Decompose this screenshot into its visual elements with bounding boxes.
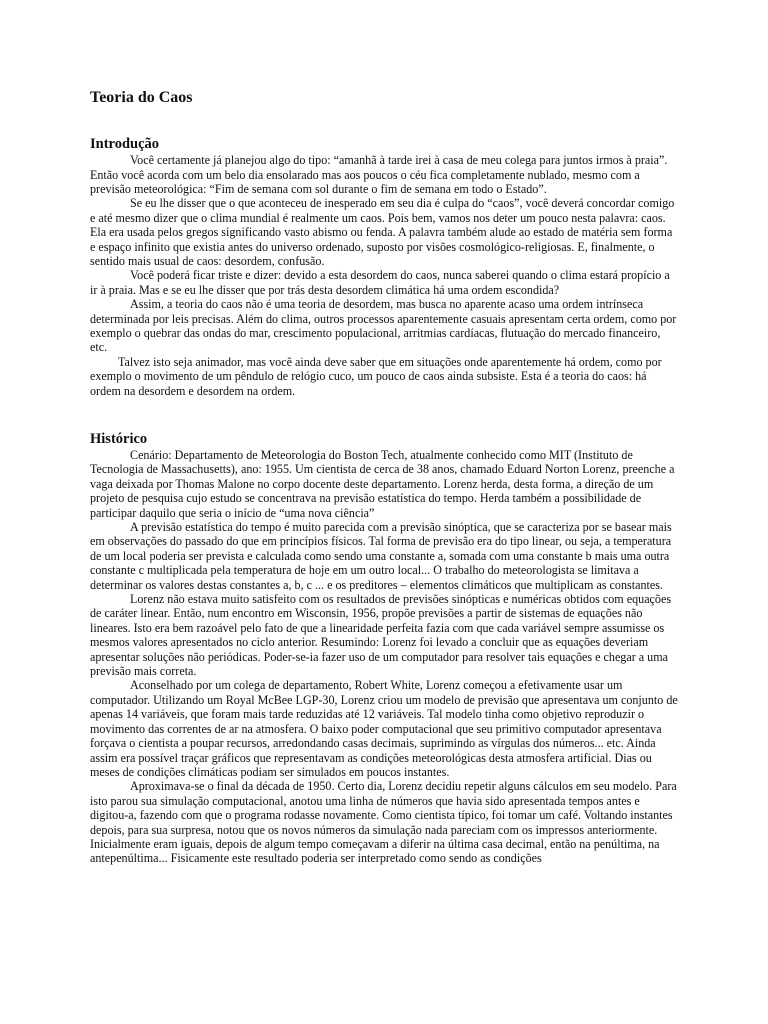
introduction-section (90, 137, 678, 398)
history-heading: Histórico (90, 431, 148, 448)
history-paragraph-3: Lorenz não estava muito satisfeito com os resultados de previsões sinópticas e numéricas obtidos com equações de caráter linear. Então, num encontro em Wisconsin, 1956, propõe previsões a partir de sistemas de equações não lineares. Isto era bem razoável pelo fato de que a linearidade perfeita fazia com que cada variável sempre assumisse os mesmos valores apresentados no ciclo anterior. Resumindo: Lorenz foi levado a concluir que as equações deveriam apresentar soluções não periódicas. Poder-se-ia fazer uso de um computador para resolver tais equações e chegar a uma previsão mais correta. (90, 592, 672, 679)
history-paragraph-4: Aconselhado por um colega de departamento, Robert White, Lorenz começou a efetivamente usar um computador. Utilizando um Royal McBee LGP-30, Lorenz criou um modelo de previsão que apresentava um conjunto de apenas 14 variáveis, que foram mais tarde reduzidas até 12 variáveis. Tal modelo tinha como objetivo reproduzir o movimento das correntes de ar na atmosfera. O baixo poder computacional que seu primitivo computador apresentava forçava o cientista a poupar recursos, arredondando casas decimais, suprimindo as vírgulas dos números... etc. Ainda assim era possível traçar gráficos que representavam as condições meteorológicas desta atmosfera artificial. Dias ou meses de condições climáticas podiam ser simulados em poucos instantes. (90, 678, 678, 779)
introduction-paragraph-2: Se eu lhe disser que o que aconteceu de inesperado em seu dia é culpa do “caos”, você deverá concordar comigo e até mesmo dizer que o clima mundial é realmente um caos. Pois bem, vamos nos deter um pouco nesta palavra: caos. Ela era usada pelos gregos significando vasto abismo ou fenda. A palavra também alude ao estado de matéria sem forma e espaço infinito que existia antes do universo ordenado, suposto por visões cosmológico-religiosas. E, finalmente, o sentido mais usual de caos: desordem, confusão. (90, 196, 675, 268)
history-paragraph-2: A previsão estatística do tempo é muito parecida com a previsão sinóptica, que se caracteriza por se basear mais em observações do passado do que em princípios físicos. Tal forma de previsão era do tipo linear, ou seja, a temperatura de um local poderia ser prevista e calculada como sendo uma constante a, somada com uma constante b mais uma outra constante c multiplicada pela temperatura de hoje em um outro local... O trabalho do meteorologista se limitava a determinar os valores destas constantes a, b, c ... e os preditores – elementos climáticos que multiplicam as constantes. (90, 520, 672, 592)
history-paragraph-5: Aproximava-se o final da década de 1950. Certo dia, Lorenz decidiu repetir alguns cálculos em seu modelo. Para isto parou sua simulação computacional, anotou uma linha de números que havia sido apresentada tempos antes e digitou-a, fazendo com que o programa rodasse novamente. Como cientista típico, foi tomar um café. Voltando instantes depois, para sua surpresa, notou que os novos números da simulação nada pareciam com os impressos anteriormente. Inicialmente eram iguais, depois de algum tempo começavam a diferir na última casa decimal, então na penúltima, na antepenúltima... Fisicamente este resultado poderia ser interpretado como sendo as condições (90, 779, 677, 866)
history-section (90, 432, 678, 866)
document-title: Teoria do Caos (90, 89, 193, 106)
history-paragraph-1: Cenário: Departamento de Meteorologia do Boston Tech, atualmente conhecido como MIT (Instituto de Tecnologia de Massachusetts), ano: 1955. Um cientista de cerca de 38 anos, chamado Eduard Norton Lorenz, preenche a vaga deixada por Thomas Malone no corpo docente deste departamento. Lorenz herda, desta forma, a direção de um projeto de pesquisa cujo estudo se concentrava na previsão estatística do tempo. Herda também a possibilidade de participar daquilo que seria o início de “uma nova ciência” (90, 447, 675, 520)
introduction-paragraph-3: Você poderá ficar triste e dizer: devido a esta desordem do caos, nunca saberei quando o clima estará propício a ir à praia. Mas e se eu lhe disser que por trás desta desordem climática há uma ordem escondida? (90, 268, 670, 297)
introduction-paragraph-1: Você certamente já planejou algo do tipo: “amanhã à tarde irei à casa de meu colega para juntos irmos à praia”. Então você acorda com um belo dia ensolarado mas aos poucos o céu fica completamente nublado, mesmo com a previsão meteorológica: “Fim de semana com sol durante o fim de semana em todo o Estado”. (90, 153, 668, 196)
introduction-heading: Introdução (90, 136, 160, 153)
introduction-paragraph-4: Assim, a teoria do caos não é uma teoria de desordem, mas busca no aparente acaso uma ordem intrínseca determinada por leis precisas. Além do clima, outros processos aparentemente casuais apresentam certa ordem, como por exemplo o quebrar das ondas do mar, crescimento populacional, arritmias cardíacas, flutuação do mercado financeiro, etc. (90, 297, 677, 355)
introduction-paragraph-5: Talvez isto seja animador, mas você ainda deve saber que em situações onde aparentemente há ordem, como por exemplo o movimento de um pêndulo de relógio cuco, um pouco de caos ainda subsiste. Esta é a teoria do caos: há ordem na desordem e desordem na ordem. (90, 354, 662, 398)
